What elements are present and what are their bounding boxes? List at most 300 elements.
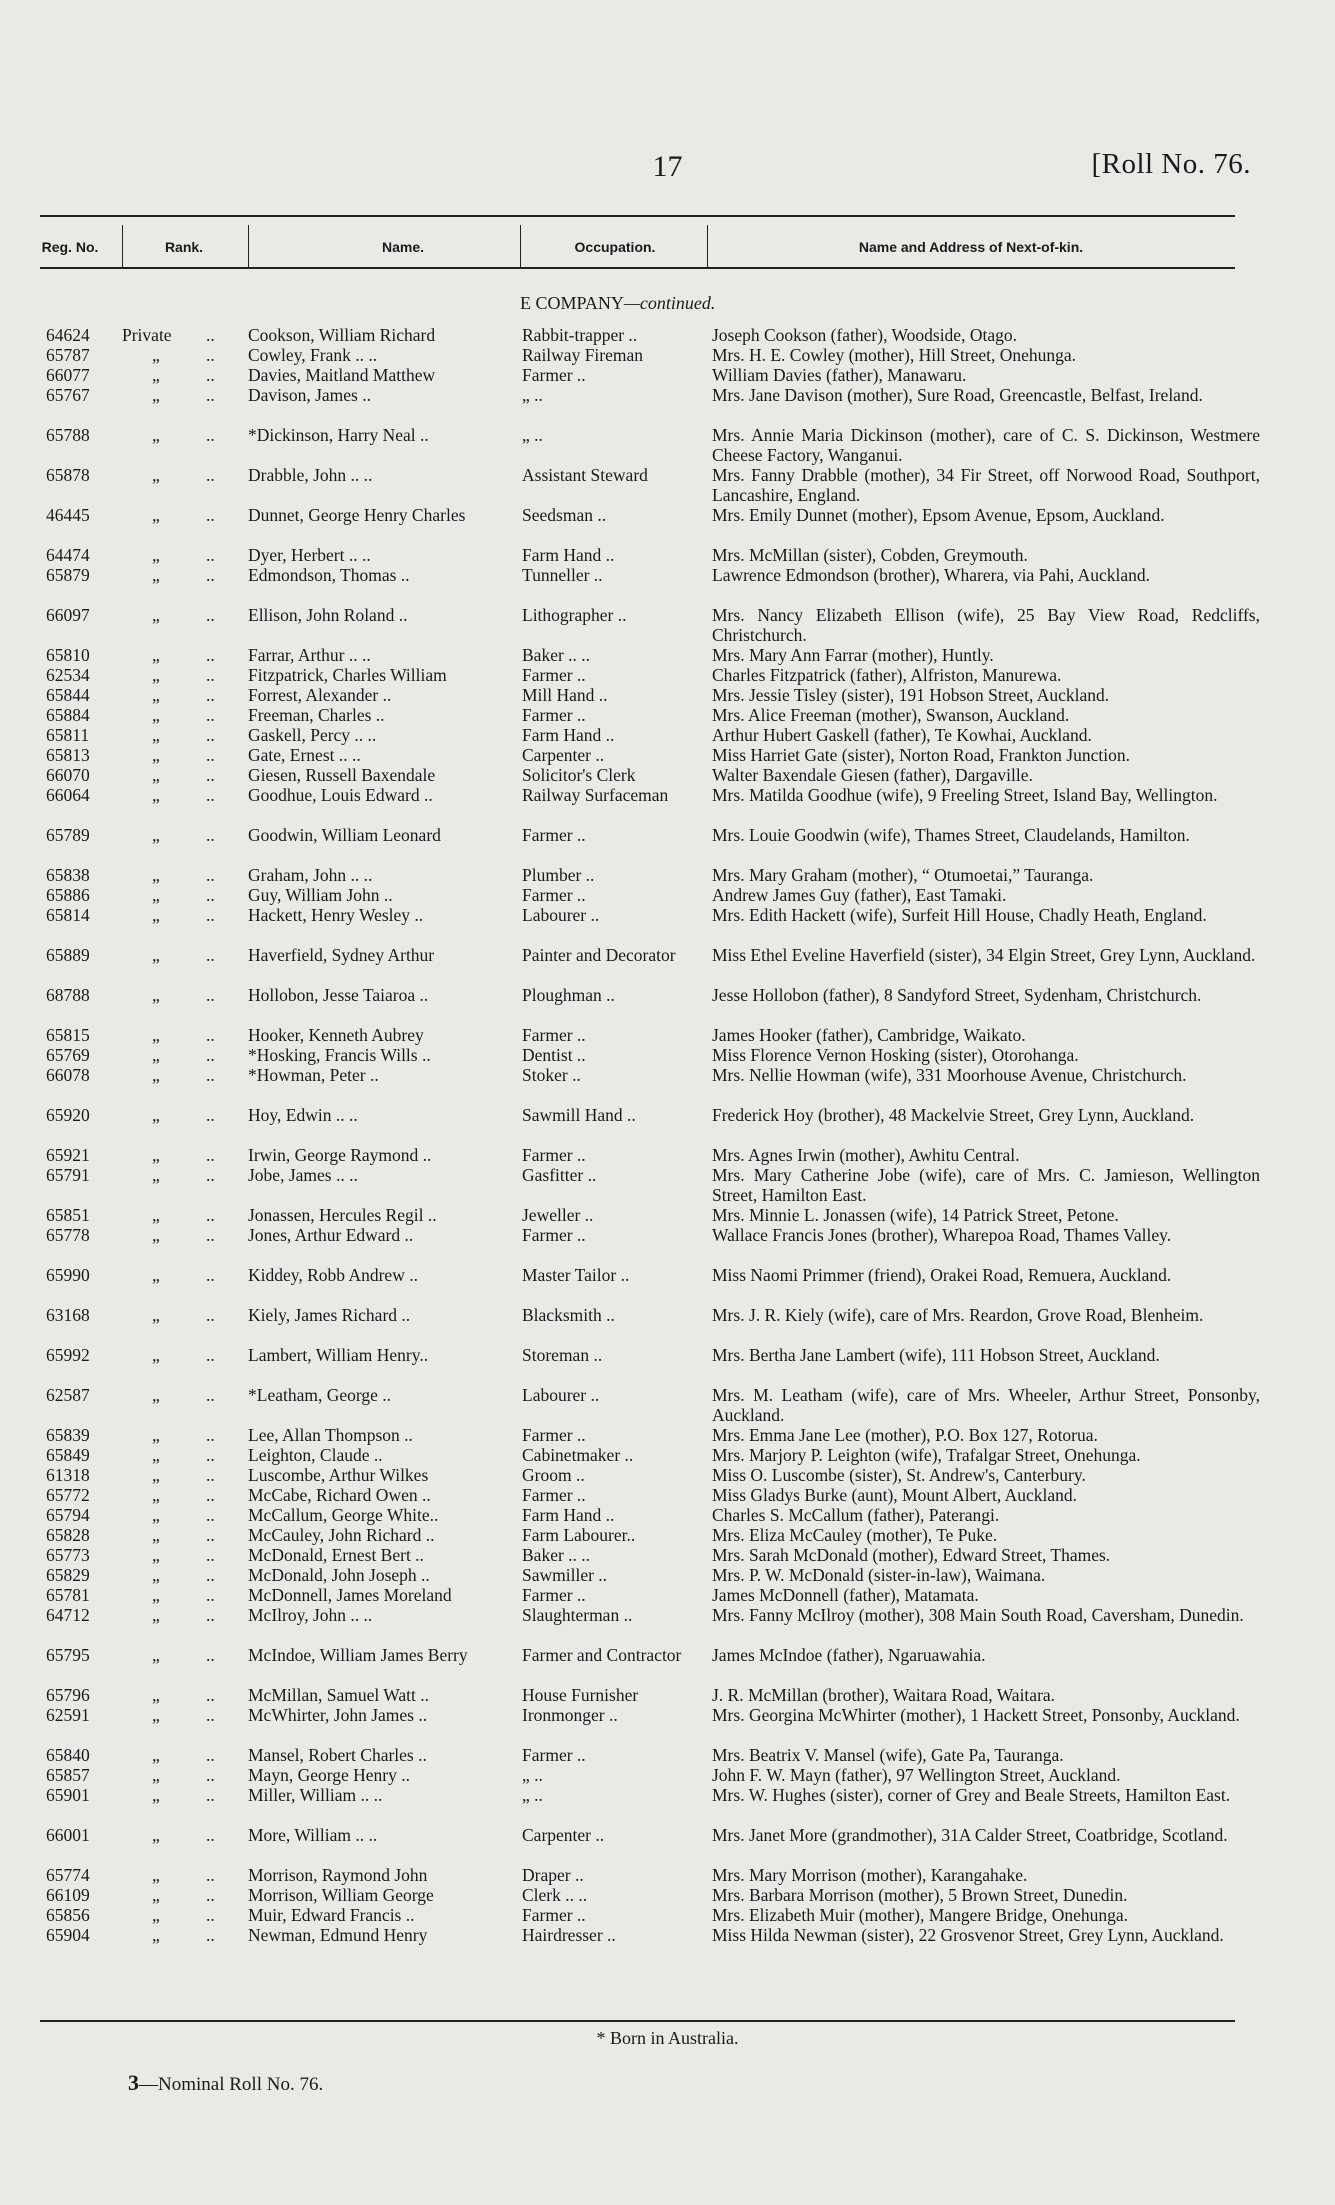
soldier-name: *Dickinson, Harry Neal .. [248,425,429,445]
soldier-name: Graham, John .. .. [248,865,373,885]
reg-number: 65773 [46,1545,90,1565]
next-of-kin: J. R. McMillan (brother), Waitara Road, Waitara. [712,1685,1056,1705]
rank: „ [152,645,160,665]
next-of-kin: Mrs. Mary Ann Farrar (mother), Huntly. [712,645,994,665]
rank: „ [152,1705,160,1725]
reg-number: 65878 [46,465,90,485]
leader-dots: .. [206,1565,215,1585]
reg-number: 63168 [46,1305,90,1325]
reg-number: 62587 [46,1385,90,1405]
leader-dots: .. [206,1545,215,1565]
soldier-name: Giesen, Russell Baxendale [248,765,436,785]
leader-dots: .. [206,705,215,725]
leader-dots: .. [206,1065,215,1085]
reg-number: 65815 [46,1025,90,1045]
footer-mark: 3 [128,2070,139,2095]
soldier-name: Fitzpatrick, Charles William [248,665,447,685]
rank: „ [152,1765,160,1785]
leader-dots: .. [206,1045,215,1065]
next-of-kin: Mrs. P. W. McDonald (sister-in-law), Waimana. [712,1565,1046,1585]
rank: „ [152,1045,160,1065]
rank: „ [152,1345,160,1365]
next-of-kin: Mrs. Fanny McIlroy (mother), 308 Main South Road, Caversham, Dunedin. [712,1605,1244,1625]
soldier-name: McCallum, George White.. [248,1505,439,1525]
occupation: Farmer .. [522,1485,586,1505]
occupation: Baker .. .. [522,645,591,665]
next-of-kin: Mrs. M. Leatham (wife), care of Mrs. Wheeler, Arthur Street, Ponsonby, Auckland. [712,1385,1260,1425]
leader-dots: .. [206,865,215,885]
rank: „ [152,1305,160,1325]
company-name: E COMPANY [520,293,624,313]
soldier-name: Ellison, John Roland .. [248,605,408,625]
rank: „ [152,605,160,625]
occupation: Railway Surfaceman [522,785,669,805]
occupation: Farm Hand .. [522,1505,615,1525]
next-of-kin: Mrs. Jane Davison (mother), Sure Road, Greencastle, Belfast, Ireland. [712,385,1203,405]
occupation: Ironmonger .. [522,1705,618,1725]
rank: „ [152,1745,160,1765]
occupation: Solicitor's Clerk [522,765,636,785]
rank: „ [152,545,160,565]
col-header-reg: Reg. No. [41,239,99,255]
reg-number: 65791 [46,1165,90,1185]
next-of-kin: Miss Harriet Gate (sister), Norton Road, Frankton Junction. [712,745,1130,765]
leader-dots: .. [206,725,215,745]
leader-dots: .. [206,1445,215,1465]
col-header-next-of-kin: Name and Address of Next-of-kin. [858,239,1084,255]
reg-number: 62591 [46,1705,90,1725]
leader-dots: .. [206,765,215,785]
soldier-name: More, William .. .. [248,1825,378,1845]
leader-dots: .. [206,545,215,565]
rank: „ [152,685,160,705]
soldier-name: McDonnell, James Moreland [248,1585,452,1605]
next-of-kin: John F. W. Mayn (father), 97 Wellington Street, Auckland. [712,1765,1121,1785]
occupation: „ .. [522,425,543,445]
rank: „ [152,1905,160,1925]
rank: „ [152,1205,160,1225]
soldier-name: Luscombe, Arthur Wilkes [248,1465,429,1485]
leader-dots: .. [206,1825,215,1845]
reg-number: 65781 [46,1585,90,1605]
rank: „ [152,365,160,385]
leader-dots: .. [206,425,215,445]
rank: „ [152,1105,160,1125]
next-of-kin: Mrs. Marjory P. Leighton (wife), Trafalgar Street, Onehunga. [712,1445,1141,1465]
reg-number: 65813 [46,745,90,765]
soldier-name: Kiddey, Robb Andrew .. [248,1265,418,1285]
occupation: Master Tailor .. [522,1265,630,1285]
leader-dots: .. [206,1585,215,1605]
leader-dots: .. [206,1345,215,1365]
occupation: Farmer .. [522,1145,586,1165]
rank: „ [152,765,160,785]
occupation: Farmer .. [522,365,586,385]
occupation: Storeman .. [522,1345,603,1365]
soldier-name: Cowley, Frank .. .. [248,345,378,365]
occupation: Stoker .. [522,1065,581,1085]
reg-number: 65828 [46,1525,90,1545]
next-of-kin: Mrs. Mary Morrison (mother), Karangahake. [712,1865,1028,1885]
leader-dots: .. [206,1525,215,1545]
reg-number: 65811 [46,725,90,745]
next-of-kin: Joseph Cookson (father), Woodside, Otago. [712,325,1017,345]
leader-dots: .. [206,605,215,625]
occupation: Carpenter .. [522,745,605,765]
leader-dots: .. [206,1385,215,1405]
reg-number: 65889 [46,945,90,965]
rank: „ [152,1225,160,1245]
leader-dots: .. [206,985,215,1005]
occupation: Farmer .. [522,1905,586,1925]
occupation: Farmer .. [522,1225,586,1245]
next-of-kin: Frederick Hoy (brother), 48 Mackelvie Street, Grey Lynn, Auckland. [712,1105,1195,1125]
rank: „ [152,1645,160,1665]
next-of-kin: Mrs. Mary Graham (mother), “ Otumoetai,” Tauranga. [712,865,1094,885]
rank: „ [152,945,160,965]
rank: „ [152,1165,160,1185]
occupation: Groom .. [522,1465,585,1485]
soldier-name: Newman, Edmund Henry [248,1925,428,1945]
reg-number: 65886 [46,885,90,905]
occupation: Seedsman .. [522,505,607,525]
next-of-kin: Miss Gladys Burke (aunt), Mount Albert, Auckland. [712,1485,1078,1505]
soldier-name: Hooker, Kenneth Aubrey [248,1025,424,1045]
next-of-kin: Walter Baxendale Giesen (father), Dargaville. [712,765,1033,785]
leader-dots: .. [206,1705,215,1725]
soldier-name: Forrest, Alexander .. [248,685,392,705]
reg-number: 65769 [46,1045,90,1065]
col-header-occupation: Occupation. [574,239,656,255]
reg-number: 65856 [46,1905,90,1925]
next-of-kin: Mrs. Elizabeth Muir (mother), Mangere Bridge, Onehunga. [712,1905,1128,1925]
leader-dots: .. [206,885,215,905]
occupation: Farm Hand .. [522,725,615,745]
next-of-kin: Mrs. Matilda Goodhue (wife), 9 Freeling Street, Island Bay, Wellington. [712,785,1218,805]
reg-number: 66001 [46,1825,90,1845]
reg-number: 65838 [46,865,90,885]
rank: „ [152,985,160,1005]
occupation: Mill Hand .. [522,685,608,705]
leader-dots: .. [206,1505,215,1525]
reg-number: 65794 [46,1505,90,1525]
reg-number: 65857 [46,1765,90,1785]
rank: „ [152,905,160,925]
reg-number: 62534 [46,665,90,685]
reg-number: 64712 [46,1605,90,1625]
soldier-name: Cookson, William Richard [248,325,436,345]
page-footer [128,2070,323,2096]
soldier-name: *Leatham, George .. [248,1385,392,1405]
next-of-kin: Jesse Hollobon (father), 8 Sandyford Street, Sydenham, Christchurch. [712,985,1202,1005]
next-of-kin: Mrs. Minnie L. Jonassen (wife), 14 Patrick Street, Petone. [712,1205,1119,1225]
next-of-kin: Mrs. Beatrix V. Mansel (wife), Gate Pa, Tauranga. [712,1745,1064,1765]
soldier-name: Morrison, Raymond John [248,1865,428,1885]
reg-number: 66109 [46,1885,90,1905]
next-of-kin: Mrs. Bertha Jane Lambert (wife), 111 Hobson Street, Auckland. [712,1345,1160,1365]
occupation: Farm Labourer.. [522,1525,636,1545]
rank: „ [152,1885,160,1905]
soldier-name: McCabe, Richard Owen .. [248,1485,431,1505]
next-of-kin: Mrs. Mary Catherine Jobe (wife), care of Mrs. C. Jamieson, Wellington Street, Hamilton East. [712,1165,1260,1205]
rank: „ [152,1025,160,1045]
next-of-kin: Mrs. Eliza McCauley (mother), Te Puke. [712,1525,998,1545]
reg-number: 65844 [46,685,90,705]
reg-number: 65796 [46,1685,90,1705]
leader-dots: .. [206,945,215,965]
next-of-kin: Andrew James Guy (father), East Tamaki. [712,885,1007,905]
soldier-name: Mansel, Robert Charles .. [248,1745,427,1765]
leader-dots: .. [206,1685,215,1705]
rank: „ [152,345,160,365]
reg-number: 68788 [46,985,90,1005]
footnote: * Born in Australia. [596,2028,739,2048]
rank: „ [152,665,160,685]
occupation: Painter and Decorator [522,945,676,965]
soldier-name: Farrar, Arthur .. .. [248,645,371,665]
rank: „ [152,1545,160,1565]
leader-dots: .. [206,645,215,665]
soldier-name: Drabble, John .. .. [248,465,373,485]
next-of-kin: James Hooker (father), Cambridge, Waikato. [712,1025,1026,1045]
occupation: Farm Hand .. [522,545,615,565]
rank: „ [152,825,160,845]
soldier-name: Hollobon, Jesse Taiaroa .. [248,985,429,1005]
leader-dots: .. [206,1485,215,1505]
rank: „ [152,1565,160,1585]
rank: „ [152,1265,160,1285]
next-of-kin: Mrs. Sarah McDonald (mother), Edward Street, Thames. [712,1545,1111,1565]
reg-number: 65840 [46,1745,90,1765]
soldier-name: Dunnet, George Henry Charles [248,505,466,525]
next-of-kin: Mrs. Emily Dunnet (mother), Epsom Avenue, Epsom, Auckland. [712,505,1165,525]
occupation: Farmer .. [522,1585,586,1605]
leader-dots: .. [206,1025,215,1045]
next-of-kin: Miss Hilda Newman (sister), 22 Grosvenor Street, Grey Lynn, Auckland. [712,1925,1224,1945]
reg-number: 65879 [46,565,90,585]
rank: „ [152,505,160,525]
leader-dots: .. [206,1785,215,1805]
rank: „ [152,725,160,745]
soldier-name: *Hosking, Francis Wills .. [248,1045,431,1065]
soldier-name: *Howman, Peter .. [248,1065,379,1085]
next-of-kin: Charles S. McCallum (father), Paterangi. [712,1505,1000,1525]
footer-rule [40,2020,1235,2022]
reg-number: 65920 [46,1105,90,1125]
reg-number: 65787 [46,345,90,365]
soldier-name: McCauley, John Richard .. [248,1525,435,1545]
soldier-name: Miller, William .. .. [248,1785,383,1805]
occupation: Sawmiller .. [522,1565,608,1585]
soldier-name: Hackett, Henry Wesley .. [248,905,424,925]
rank: „ [152,1865,160,1885]
leader-dots: .. [206,665,215,685]
rank: „ [152,565,160,585]
rank: „ [152,745,160,765]
occupation: Draper .. [522,1865,584,1885]
leader-dots: .. [206,1205,215,1225]
occupation: „ .. [522,1765,543,1785]
soldier-name: Freeman, Charles .. [248,705,385,725]
reg-number: 66078 [46,1065,90,1085]
leader-dots: .. [206,1885,215,1905]
soldier-name: McWhirter, John James .. [248,1705,428,1725]
leader-dots: .. [206,1865,215,1885]
next-of-kin: Miss Florence Vernon Hosking (sister), Otorohanga. [712,1045,1079,1065]
occupation: Jeweller .. [522,1205,594,1225]
rank: „ [152,1925,160,1945]
reg-number: 64624 [46,325,90,345]
next-of-kin: Mrs. Agnes Irwin (mother), Awhitu Central. [712,1145,1020,1165]
occupation: Labourer .. [522,1385,600,1405]
next-of-kin: Mrs. Nancy Elizabeth Ellison (wife), 25 Bay View Road, Redcliffs, Christchurch. [712,605,1260,645]
roll-number: [Roll No. 76. [1091,148,1251,180]
soldier-name: Edmondson, Thomas .. [248,565,410,585]
occupation: Blacksmith .. [522,1305,615,1325]
leader-dots: .. [206,1265,215,1285]
next-of-kin: Mrs. Annie Maria Dickinson (mother), care of C. S. Dickinson, Westmere Cheese Factory, Wanganui. [712,425,1260,465]
reg-number: 46445 [46,505,90,525]
leader-dots: .. [206,385,215,405]
rank: „ [152,385,160,405]
rank: „ [152,1585,160,1605]
soldier-name: Jobe, James .. .. [248,1165,358,1185]
soldier-name: Mayn, George Henry .. [248,1765,410,1785]
occupation: Gasfitter .. [522,1165,597,1185]
occupation: Labourer .. [522,905,600,925]
next-of-kin: Miss Naomi Primmer (friend), Orakei Road, Remuera, Auckland. [712,1265,1172,1285]
next-of-kin: Charles Fitzpatrick (father), Alfriston, Manurewa. [712,665,1062,685]
reg-number: 65767 [46,385,90,405]
occupation: Hairdresser .. [522,1925,616,1945]
continued-label: —continued. [623,293,716,313]
reg-number: 64474 [46,545,90,565]
col-header-rank: Rank. [164,239,204,255]
reg-number: 65849 [46,1445,90,1465]
leader-dots: .. [206,345,215,365]
rank: „ [152,465,160,485]
soldier-name: Leighton, Claude .. [248,1445,383,1465]
leader-dots: .. [206,565,215,585]
leader-dots: .. [206,1745,215,1765]
soldier-name: Jonassen, Hercules Regil .. [248,1205,437,1225]
leader-dots: .. [206,1145,215,1165]
rank: „ [152,1065,160,1085]
next-of-kin: Mrs. Emma Jane Lee (mother), P.O. Box 127, Rotorua. [712,1425,1098,1445]
soldier-name: Davison, James .. [248,385,371,405]
reg-number: 65789 [46,825,90,845]
rank: „ [152,1605,160,1625]
rank: „ [152,1445,160,1465]
reg-number: 65992 [46,1345,90,1365]
rank: „ [152,705,160,725]
next-of-kin: Mrs. Alice Freeman (mother), Swanson, Auckland. [712,705,1070,725]
leader-dots: .. [206,365,215,385]
reg-number: 65921 [46,1145,90,1165]
next-of-kin: Mrs. Jessie Tisley (sister), 191 Hobson Street, Auckland. [712,685,1110,705]
next-of-kin: Mrs. Janet More (grandmother), 31A Calder Street, Coatbridge, Scotland. [712,1825,1228,1845]
reg-number: 66097 [46,605,90,625]
leader-dots: .. [206,1425,215,1445]
reg-number: 65990 [46,1265,90,1285]
soldier-name: Muir, Edward Francis .. [248,1905,415,1925]
soldier-name: McIndoe, William James Berry [248,1645,468,1665]
next-of-kin: Mrs. J. R. Kiely (wife), care of Mrs. Reardon, Grove Road, Blenheim. [712,1305,1204,1325]
next-of-kin: Mrs. Barbara Morrison (mother), 5 Brown Street, Dunedin. [712,1885,1128,1905]
occupation: Farmer .. [522,1025,586,1045]
occupation: Farmer .. [522,885,586,905]
next-of-kin: Mrs. Nellie Howman (wife), 331 Moorhouse Avenue, Christchurch. [712,1065,1187,1085]
soldier-name: McIlroy, John .. .. [248,1605,373,1625]
rank: „ [152,885,160,905]
next-of-kin: Wallace Francis Jones (brother), Wharepoa Road, Thames Valley. [712,1225,1172,1245]
next-of-kin: Miss Ethel Eveline Haverfield (sister), 34 Elgin Street, Grey Lynn, Auckland. [712,945,1256,965]
occupation: Ploughman .. [522,985,615,1005]
reg-number: 66064 [46,785,90,805]
leader-dots: .. [206,1225,215,1245]
reg-number: 65901 [46,1785,90,1805]
occupation: Rabbit-trapper .. [522,325,638,345]
leader-dots: .. [206,1605,215,1625]
reg-number: 66070 [46,765,90,785]
occupation: Carpenter .. [522,1825,605,1845]
reg-number: 65788 [46,425,90,445]
leader-dots: .. [206,1925,215,1945]
soldier-name: Gaskell, Percy .. .. [248,725,377,745]
rank: „ [152,865,160,885]
reg-number: 65839 [46,1425,90,1445]
occupation: Assistant Steward [522,465,648,485]
reg-number: 65851 [46,1205,90,1225]
occupation: Plumber .. [522,865,595,885]
reg-number: 65829 [46,1565,90,1585]
leader-dots: .. [206,905,215,925]
rank: „ [152,1505,160,1525]
occupation: Farmer .. [522,825,586,845]
occupation: Farmer .. [522,1425,586,1445]
soldier-name: Haverfield, Sydney Arthur [248,945,435,965]
rank: „ [152,785,160,805]
occupation: House Furnisher [522,1685,639,1705]
next-of-kin: James McIndoe (father), Ngaruawahia. [712,1645,986,1665]
next-of-kin: William Davies (father), Manawaru. [712,365,967,385]
reg-number: 65884 [46,705,90,725]
soldier-name: Guy, William John .. [248,885,393,905]
leader-dots: .. [206,745,215,765]
rank: „ [152,1465,160,1485]
soldier-name: Lee, Allan Thompson .. [248,1425,413,1445]
next-of-kin: Mrs. McMillan (sister), Cobden, Greymouth. [712,545,1028,565]
rank: „ [152,1525,160,1545]
occupation: Cabinetmaker .. [522,1445,634,1465]
leader-dots: .. [206,1105,215,1125]
reg-number: 61318 [46,1465,90,1485]
leader-dots: .. [206,825,215,845]
leader-dots: .. [206,685,215,705]
soldier-name: Kiely, James Richard .. [248,1305,411,1325]
soldier-name: Dyer, Herbert .. .. [248,545,371,565]
occupation: „ .. [522,1785,543,1805]
occupation: Railway Fireman [522,345,644,365]
rank: „ [152,1385,160,1405]
reg-number: 65904 [46,1925,90,1945]
reg-number: 65810 [46,645,90,665]
occupation: Tunneller .. [522,565,603,585]
soldier-name: Davies, Maitland Matthew [248,365,436,385]
soldier-name: McDonald, John Joseph .. [248,1565,430,1585]
reg-number: 65795 [46,1645,90,1665]
leader-dots: .. [206,505,215,525]
